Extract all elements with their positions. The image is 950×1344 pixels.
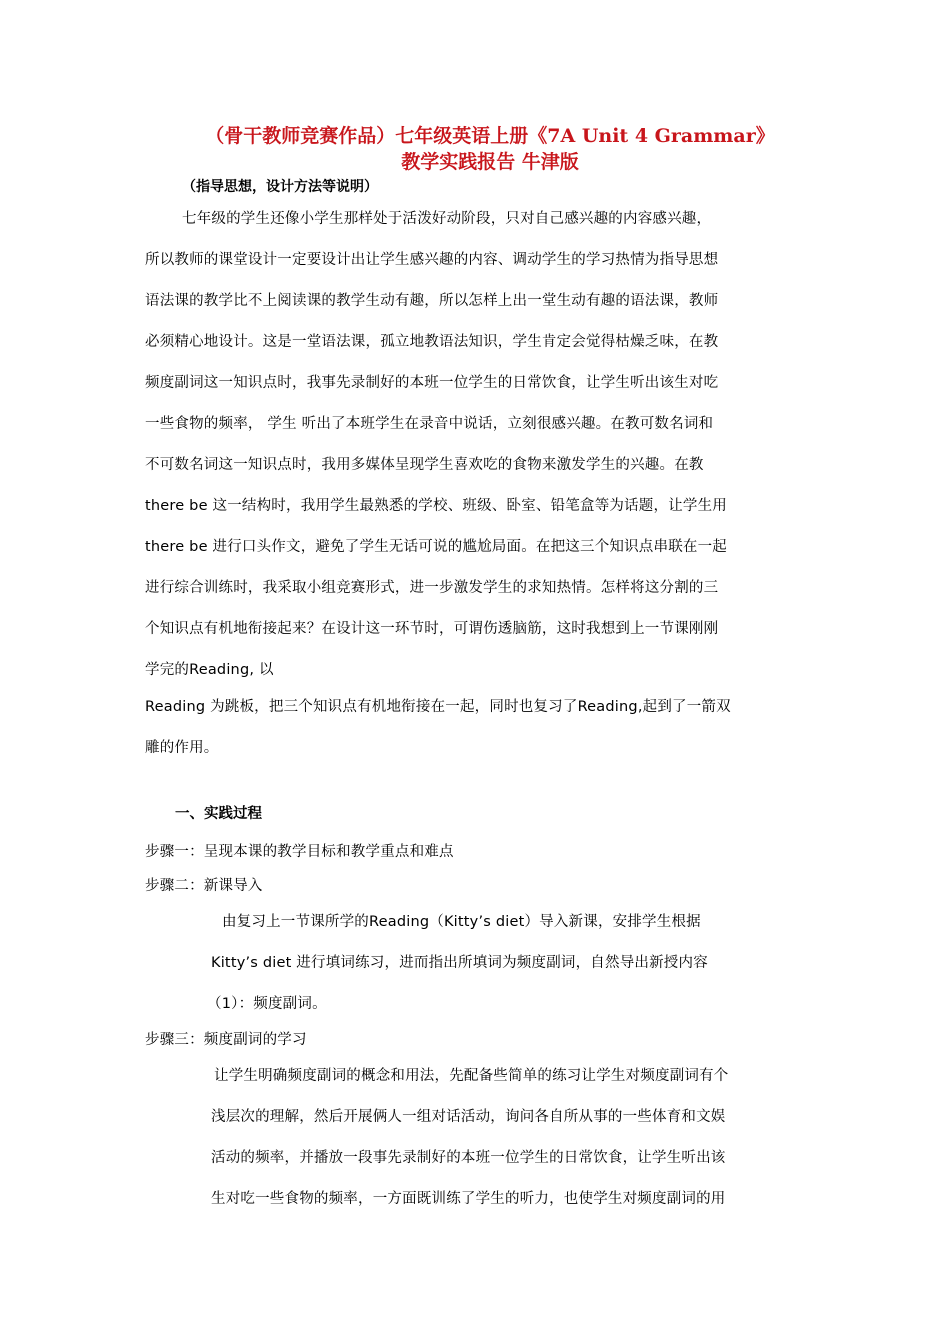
section-heading: 一、实践过程 [175,806,262,822]
step-1: 步骤一：呈现本课的教学目标和教学重点和难点 [145,844,454,860]
intro-line: 七年级的学生还像小学生那样处于活泼好动阶段，只对自己感兴趣的内容感兴趣， [182,211,712,227]
step-3-line: 生对吃一些食物的频率，一方面既训练了学生的听力，也使学生对频度副词的用 [211,1191,726,1207]
step-3: 步骤三：频度副词的学习 [145,1032,307,1048]
intro-line: 一些食物的频率， 学生 听出了本班学生在录音中说话，立刻很感兴趣。在教可数名词和 [145,416,714,432]
step-3-line: 浅层次的理解，然后开展俩人一组对话活动，询问各自所从事的一些体育和文娱 [211,1109,726,1125]
step-2-line: （1）：频度副词。 [207,996,327,1012]
intro-line: 个知识点有机地衔接起来？在设计这一环节时，可谓伤透脑筋，这时我想到上一节课刚刚 [145,621,719,637]
step-3-line: 让学生明确频度副词的概念和用法，先配备些简单的练习让学生对频度副词有个 [214,1068,729,1084]
intro-line: 语法课的教学比不上阅读课的教学生动有趣，所以怎样上出一堂生动有趣的语法课，教师 [145,293,719,309]
document-subtitle: （指导思想，设计方法等说明） [182,179,378,195]
intro-line: 所以教师的课堂设计一定要设计出让学生感兴趣的内容、调动学生的学习热情为指导思想 [145,252,719,268]
intro-line: 必须精心地设计。这是一堂语法课，孤立地教语法知识，学生肯定会觉得枯燥乏味，在教 [145,334,719,350]
intro-line: there be 这一结构时，我用学生最熟悉的学校、班级、卧室、铅笔盒等为话题，让学生用 [145,498,727,514]
step-3-line: 活动的频率，并播放一段事先录制好的本班一位学生的日常饮食，让学生听出该 [211,1150,726,1166]
step-2-line: 由复习上一节课所学的Reading（Kitty’s diet）导入新课，安排学生根据 [222,914,701,930]
step-2-line: Kitty’s diet 进行填词练习，进而指出所填词为频度副词，自然导出新授内容 [211,955,708,971]
step-2: 步骤二：新课导入 [145,878,263,894]
intro-line: Reading 为跳板，把三个知识点有机地衔接在一起，同时也复习了Reading,起到了一箭双 [145,699,731,715]
intro-line: 雕的作用。 [145,740,219,756]
document-title-line-1: （骨干教师竞赛作品）七年级英语上册《7A Unit 4 Grammar》 [205,125,775,147]
intro-line: 不可数名词这一知识点时，我用多媒体呈现学生喜欢吃的食物来激发学生的兴趣。在教 [145,457,704,473]
document-title-line-2: 教学实践报告 牛津版 [401,151,579,173]
intro-line: 进行综合训练时，我采取小组竞赛形式，进一步激发学生的求知热情。怎样将这分割的三 [145,580,719,596]
intro-line: 频度副词这一知识点时，我事先录制好的本班一位学生的日常饮食，让学生听出该生对吃 [145,375,719,391]
intro-line: 学完的Reading, 以 [145,662,274,678]
intro-line: there be 进行口头作文，避免了学生无话可说的尴尬局面。在把这三个知识点串联在一起 [145,539,727,555]
